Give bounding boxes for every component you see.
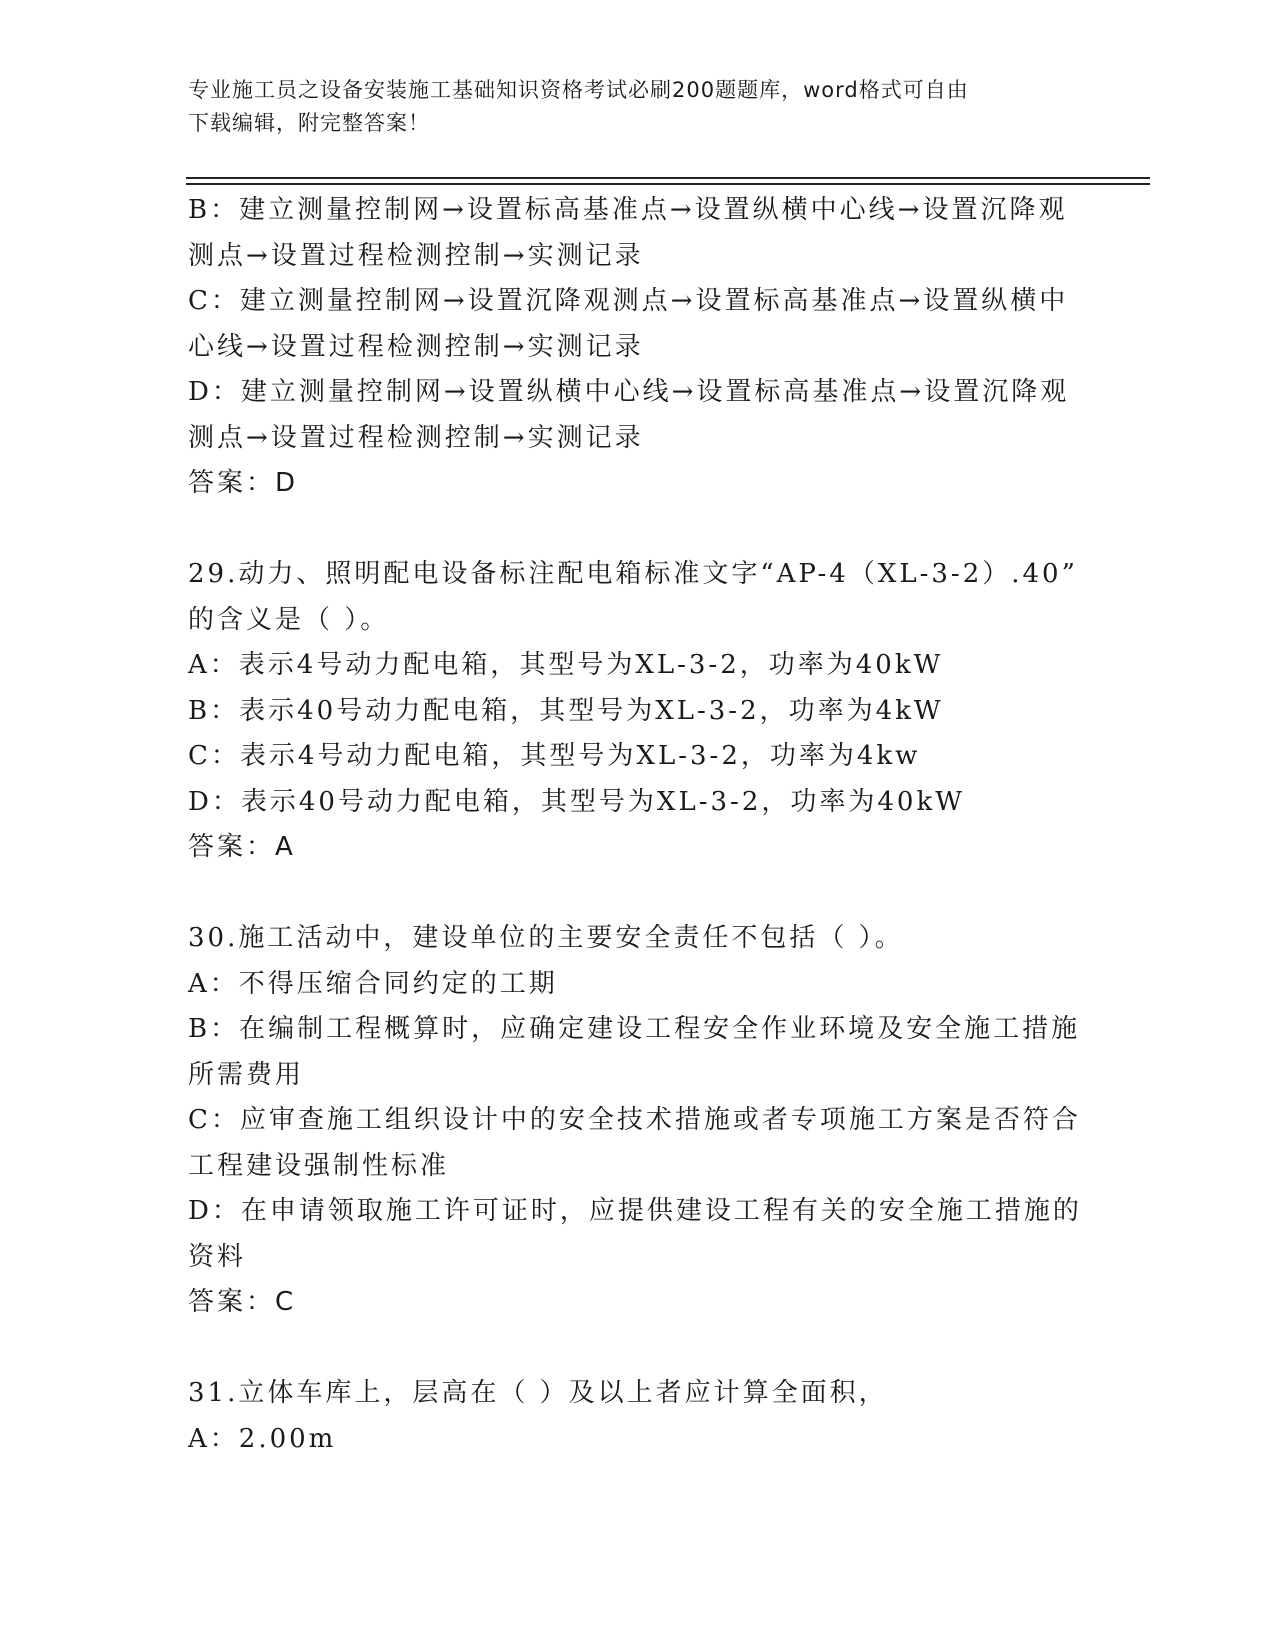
option-c-line-1: C：建立测量控制网→设置沉降观测点→设置标高基准点→设置纵横中 xyxy=(188,286,1069,316)
option-b-line-2: 所需费用 xyxy=(188,1059,305,1090)
option-d-line-2: 测点→设置过程检测控制→实测记录 xyxy=(188,422,644,453)
spacer xyxy=(188,871,1068,917)
question-31 xyxy=(188,1371,1068,1462)
spacer xyxy=(188,507,1068,553)
page-header xyxy=(188,74,1068,140)
question-29 xyxy=(188,552,1078,871)
header-divider-bottom xyxy=(186,183,1150,185)
option-c: C：表示4号动力配电箱，其型号为XL-3-2，功率为4kw xyxy=(188,741,921,771)
option-a: A：表示4号动力配电箱，其型号为XL-3-2，功率为40kW xyxy=(188,650,944,680)
answer-label: 答案：A xyxy=(188,832,296,862)
question-stem-line-1: 29.动力、照明配电设备标注配电箱标准文字“AP-4（XL-3-2）.40” xyxy=(188,559,1078,589)
option-c-line-2: 工程建设强制性标准 xyxy=(188,1150,450,1181)
question-30 xyxy=(188,916,1082,1326)
option-c-line-2: 心线→设置过程检测控制→实测记录 xyxy=(188,331,644,362)
option-d: D：表示40号动力配电箱，其型号为XL-3-2，功率为40kW xyxy=(188,786,965,817)
question-content xyxy=(188,188,1082,1462)
spacer xyxy=(188,1326,1068,1372)
option-b-line-2: 测点→设置过程检测控制→实测记录 xyxy=(188,240,644,271)
option-b-line-1: B：在编制工程概算时，应确定建设工程安全作业环境及安全施工措施 xyxy=(188,1014,1081,1044)
question-stem: 30.施工活动中，建设单位的主要安全责任不包括（ ）。 xyxy=(188,923,904,953)
option-b-line-1: B：建立测量控制网→设置标高基准点→设置纵横中心线→设置沉降观 xyxy=(188,195,1068,225)
header-divider-top xyxy=(186,177,1150,179)
option-d-line-1: D：在申请领取施工许可证时，应提供建设工程有关的安全施工措施的 xyxy=(188,1196,1082,1226)
header-line-2: 下载编辑，附完整答案！ xyxy=(188,111,430,135)
answer-label: 答案：D xyxy=(188,468,299,498)
answer-label: 答案：C xyxy=(188,1287,297,1317)
option-b: B：表示40号动力配电箱，其型号为XL-3-2，功率为4kW xyxy=(188,695,944,726)
option-a: A：2.00m xyxy=(188,1423,337,1454)
option-d-line-1: D：建立测量控制网→设置纵横中心线→设置标高基准点→设置沉降观 xyxy=(188,377,1070,407)
question-stem: 31.立体车库上，层高在（ ）及以上者应计算全面积， xyxy=(188,1378,888,1408)
header-line-1: 专业施工员之设备安装施工基础知识资格考试必刷200题题库，word格式可自由 xyxy=(188,78,969,102)
question-stem-line-2: 的含义是（ ）。 xyxy=(188,604,390,635)
option-c-line-1: C：应审查施工组织设计中的安全技术措施或者专项施工方案是否符合 xyxy=(188,1105,1081,1135)
option-d-line-2: 资料 xyxy=(188,1241,247,1272)
question-28 xyxy=(188,188,1068,507)
option-a: A：不得压缩合同约定的工期 xyxy=(188,968,558,999)
